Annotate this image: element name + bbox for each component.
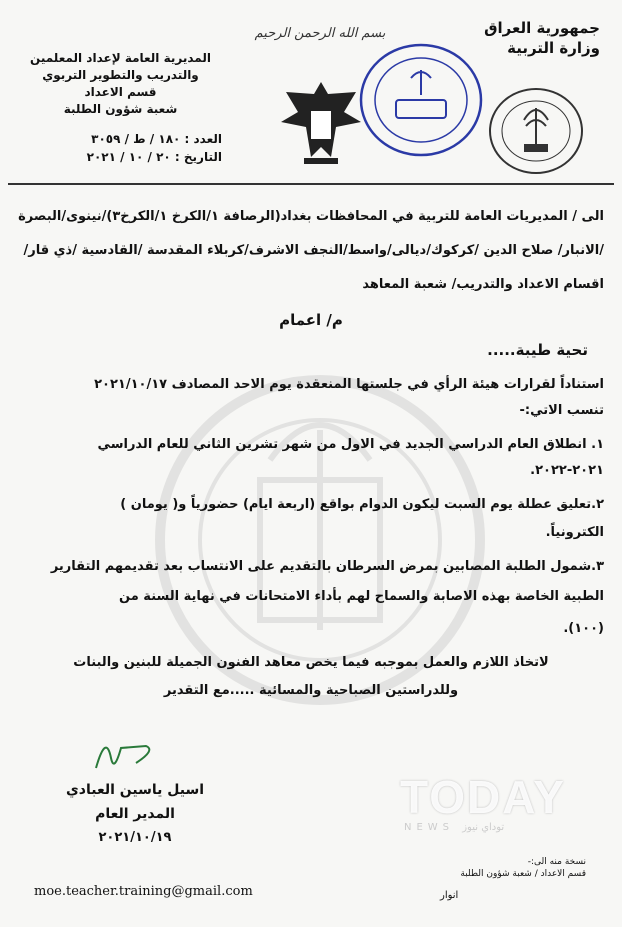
ministry-stamp-icon (356, 40, 486, 160)
directorate-line-2: والتدريب والتطوير التربوي (42, 68, 199, 82)
reference-number: العدد : ١٨٠ / ط / ٣٠٥٩ (91, 132, 222, 146)
watermark-title: TODAY (400, 771, 566, 823)
ministry-seal-icon (486, 86, 586, 176)
addressee-line-3: اقسام الاعداد والتدريب/ شعبة المعاهد (362, 277, 604, 292)
item-3-line-1: ٣.شمول الطلبة المصابين بمرض السرطان بالتقديم على الانتساب بعد تقديمهم التقارير (50, 559, 604, 574)
cc-item: قسم الاعداد / شعبة شؤون الطلبة (460, 869, 586, 879)
directorate-line-4: شعبة شؤون الطلبة (63, 102, 178, 116)
addressee-line-2: /الانبار/ صلاح الدين /كركوك/ديالى/واسط/النجف الاشرف/كربلاء المقدسة /القادسية /ذي قار/ (23, 243, 604, 258)
header-directorate-block (18, 50, 223, 118)
bismillah: بسم الله الرحمن الرحيم (254, 26, 386, 41)
greeting: تحية طيبة..... (487, 341, 588, 359)
header-divider (8, 183, 614, 185)
item-2-line-2: الكترونياً. (545, 525, 604, 540)
closing-line-1: لاتخاذ اللازم والعمل بموجبه فيما يخص معاهد الفنون الجميلة للبنين والبنات (73, 655, 549, 670)
ministry-name: وزارة التربية (507, 39, 600, 57)
iraq-eagle-emblem-icon (276, 72, 366, 172)
today-news-watermark (400, 770, 580, 840)
typist-initials: انوار (440, 890, 459, 901)
item-1-line-2: ٢٠٢١-٢٠٢٢. (530, 463, 604, 478)
item-2-line-1: ٢.تعليق عطلة يوم السبت ليكون الدوام بواقع (اربعة ايام) حضورياً و( يومان ) (120, 497, 604, 512)
signatory-name: اسيل ياسين العبادي (65, 782, 205, 798)
watermark-subtitle: NEWS توداي نيوز (404, 822, 505, 833)
subject-line: م/ اعمام (279, 311, 343, 329)
contact-email[interactable]: moe.teacher.training@gmail.com (34, 884, 253, 899)
signatory-title: المدير العام (95, 806, 175, 822)
reference-date: التاريخ : ٢٠ / ١٠ / ٢٠٢١ (86, 150, 222, 164)
item-3-line-3: (١٠٠). (563, 621, 604, 636)
country-name: جمهورية العراق (484, 19, 600, 37)
item-3-line-2: الطبية الخاصة بهذه الاصابة والسماح لهم بأداء الامتحانات في نهاية السنة من (119, 589, 604, 604)
signature-date: ٢٠٢١/١٠/١٩ (98, 830, 172, 845)
handwritten-signature-icon (86, 728, 166, 778)
addressee-line-1: الى / المديريات العامة للتربية في المحافظات بغداد(الرصافة ١/الكرخ ١/الكرخ٣)/نينوى/البصرة (18, 209, 604, 224)
intro-text: استناداً لقرارات هيئة الرأي في جلستها المنعقدة يوم الاحد المصادف ٢٠٢١/١٠/١٧ (94, 377, 604, 392)
directorate-line-3: قسم الاعداد (84, 85, 157, 99)
intro-text-2: تنسب الاتي:- (519, 403, 604, 418)
cc-block (426, 856, 586, 880)
directorate-line-1: المديرية العامة لإعداد المعلمين (30, 51, 211, 65)
closing-line-2: وللدراستين الصباحية والمسائية .....مع التقدير (163, 683, 459, 698)
reference-block (22, 130, 222, 166)
cc-label: نسخة منه الى:- (527, 857, 586, 867)
item-1-line-1: ١. انطلاق العام الدراسي الجديد في الاول من شهر تشرين الثاني للعام الدراسي (97, 437, 604, 452)
